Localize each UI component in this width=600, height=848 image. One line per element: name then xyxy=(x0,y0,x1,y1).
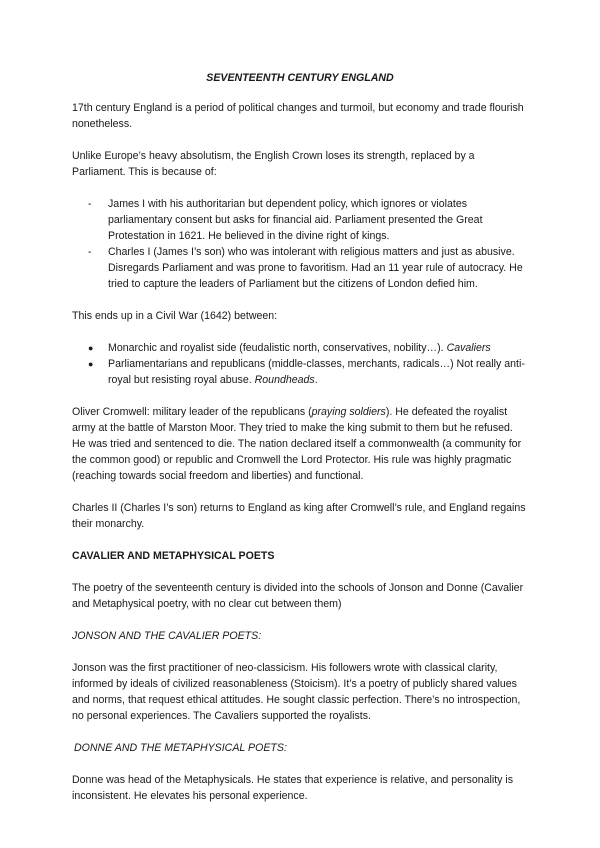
jonson-heading: JONSON AND THE CAVALIER POETS: xyxy=(72,630,262,642)
dash-marker: - xyxy=(88,246,92,258)
document-title: SEVENTEENTH CENTURY ENGLAND xyxy=(206,72,394,84)
dash-marker: - xyxy=(88,198,92,210)
list-item-italic: Cavaliers xyxy=(446,342,491,354)
list-item-cavaliers xyxy=(72,340,528,356)
list-item-tail: . xyxy=(314,374,318,386)
jonson-paragraph: Jonson was the first practitioner of neo-classicism. His followers wrote with classical clarity, informed by ideals of civilized reasonableness (Stoicism). It’s a poetry of publicly shared values and norms, that request ethical attitudes. He sought classic perfection. There’s no introspection, no personal experiences. The Cavaliers supported the royalists. xyxy=(72,662,521,722)
charles-ii-paragraph: Charles II (Charles I’s son) returns to England as king after Cromwell’s rule, and England regains their monarchy. xyxy=(72,502,526,530)
list-item-text: Charles I (James I’s son) who was intolerant with religious matters and just as abusive. Disregards Parliament and was prone to favoritism. Had an 11 year rule of autocracy. He tried to capture the leaders of Parliament but the citizens of London defied him. xyxy=(108,246,523,290)
list-item-text: James I with his authoritarian but dependent policy, which ignores or violates parliamentary consent but asks for financial aid. Parliament presented the Great Protestation in 1621. He believed in the divine right of kings. xyxy=(108,198,483,242)
bullet-marker: ● xyxy=(88,359,94,369)
cromwell-text-start: Oliver Cromwell: military leader of the republicans ( xyxy=(72,406,312,418)
list-item-charles xyxy=(72,244,528,292)
donne-heading: DONNE AND THE METAPHYSICAL POETS: xyxy=(74,742,287,754)
cromwell-italic: praying soldiers xyxy=(311,406,386,418)
monarch-list xyxy=(72,196,528,292)
list-item-text: Parliamentarians and republicans (middle-classes, merchants, radicals…) Not really anti-royal but resisting royal abuse. xyxy=(108,358,525,386)
civil-war-sides-list xyxy=(72,340,528,388)
list-item-italic: Roundheads xyxy=(254,374,315,386)
donne-paragraph: Donne was head of the Metaphysicals. He states that experience is relative, and personality is inconsistent. He elevates his personal experience. xyxy=(72,774,514,802)
poetry-intro-paragraph: The poetry of the seventeenth century is divided into the schools of Jonson and Donne (Cavalier and Metaphysical poetry, with no clear cut between them) xyxy=(72,582,524,610)
bullet-marker: ● xyxy=(88,343,94,353)
intro-paragraph: 17th century England is a period of political changes and turmoil, but economy and trade flourish nonetheless. xyxy=(72,102,524,130)
cromwell-paragraph xyxy=(72,404,528,484)
list-item-roundheads xyxy=(72,356,528,388)
crown-paragraph: Unlike Europe’s heavy absolutism, the English Crown loses its strength, replaced by a Parliament. This is because of: xyxy=(72,150,475,178)
list-item-james xyxy=(72,196,528,244)
section-heading: CAVALIER AND METAPHYSICAL POETS xyxy=(72,550,275,562)
civil-war-paragraph: This ends up in a Civil War (1642) between: xyxy=(72,310,278,322)
cromwell-text-end: ). He defeated the royalist army at the battle of Marston Moor. They tried to make the king submit to them but he refused. He was tried and sentenced to die. The nation declared itself a commonwealth (a community for the common good) or republic and Cromwell the Lord Protector. His rule was highly pragmatic (reaching towards social freedom and liberties) and functional. xyxy=(72,406,522,482)
list-item-text: Monarchic and royalist side (feudalistic north, conservatives, nobility…). xyxy=(108,342,444,354)
